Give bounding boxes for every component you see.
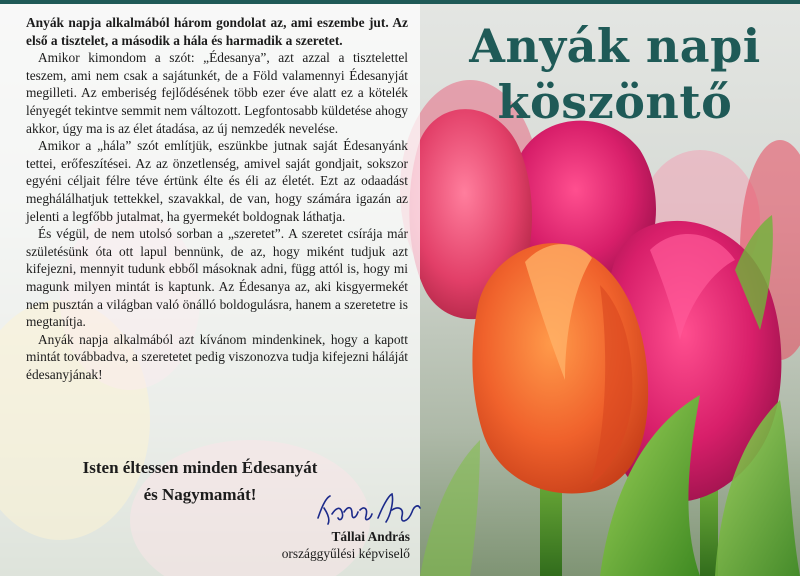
intro-paragraph: Anyák napja alkalmából három gondolat az, ami eszembe jut. Az első a tisztelet, a második a hála és harmadik a szeretet. [26, 15, 408, 48]
greeting-line-2: és Nagymamát! [143, 485, 257, 504]
letter-body [26, 14, 408, 383]
gratitude-paragraph: Amikor a „hála” szót említjük, eszünkbe jutnak saját Édesanyánk tettei, erőfeszítései. Az az önzetlenség, amivel saját gondjait, sokszor egyéni céljait félre téve értünk élte és éli az életét. Ezt az odaadást meghálálhatjuk tettekkel, szavakkal, de van, hogy számára igazán az jelenti a legfőbb jutalmat, ha gyermekét boldognak láthatja. [26, 138, 408, 224]
page-title [430, 18, 800, 130]
greeting-line-1: Isten éltessen minden Édesanyát [82, 458, 318, 477]
signer-name: Tállai András [331, 529, 410, 544]
respect-paragraph: Amikor kimondom a szót: „Édesanya”, azt azzal a tisztelettel teszem, ami nem csak a sajátunkét, de a Föld valamennyi Édesanyját megilleti. Az emberiség fejlődésének több ezer éve alatt ez a kötelék lényegét tekintve semmit nem változott. Legfontosabb küldetése ahogy akkor, úgy ma is az élet átadása, az új nemzedék nevelése. [26, 50, 408, 136]
tulip-leaf [420, 440, 480, 576]
title-line-2: köszöntő [497, 75, 733, 129]
signer-block [190, 528, 410, 562]
signer-role: országgyűlési képviselő [281, 546, 410, 561]
handwritten-signature [312, 488, 422, 530]
closing-paragraph: Anyák napja alkalmából azt kívánom mindenkinek, hogy a kapott mintát továbbadva, a szeretetet pedig viszonozva tudja kifejezni háláját édesanyjának! [26, 331, 408, 382]
love-paragraph: És végül, de nem utolsó sorban a „szeretet”. A szeretet csírája már születésünk óta ott lapul bennünk, de az, hogy miként tudjuk azt kifejezni, mennyit tudunk ebből másoknak adni, függ attól is, hogy mi magunk milyen mintát is kaptunk. Az Édesanya az, aki kisgyermekét nem pusztán a világban való önálló boldogulásra, hanem a szeretetre is megtanítja. [26, 226, 408, 330]
title-line-1: Anyák napi [469, 19, 761, 73]
